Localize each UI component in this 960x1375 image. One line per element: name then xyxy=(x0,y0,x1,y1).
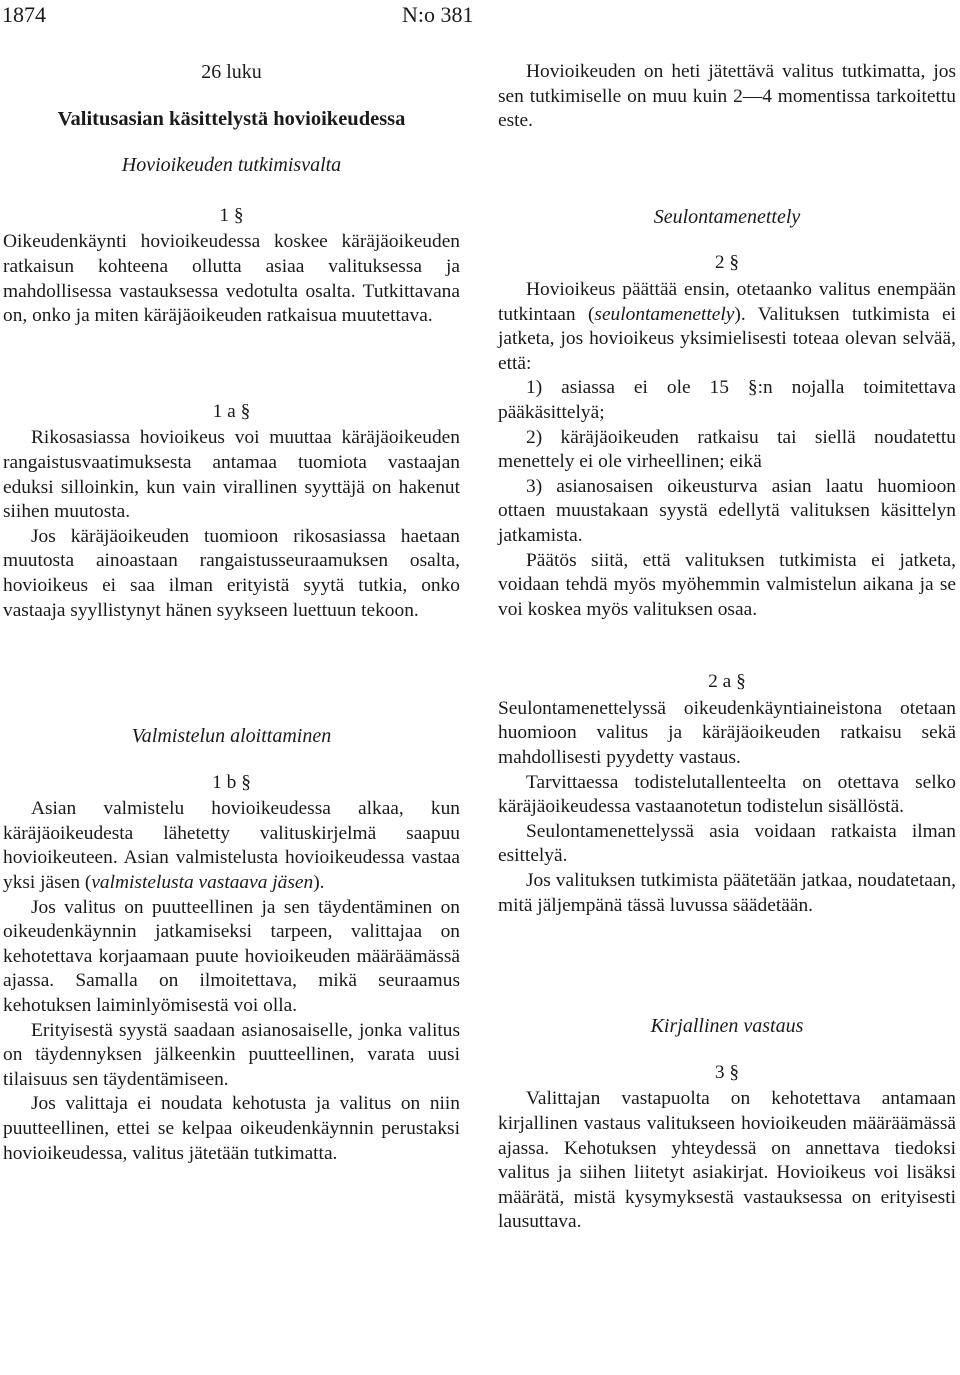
section-1b-paragraph-3: Erityisestä syystä saadaan asianosaiselle, jonka valitus on täydennyksen jälkeenkin puutteellinen, varata uusi tilaisuus sen täydentämiseen. xyxy=(3,1019,460,1090)
document-number: N:o 381 xyxy=(402,2,474,27)
section-1b-paragraph-1 xyxy=(3,797,460,895)
section-2-paragraph-1-term: seulontamenettely xyxy=(594,303,735,325)
section-2-title: 2 § xyxy=(714,252,740,274)
section-1b-paragraph-2: Jos valitus on puutteellinen ja sen täydentäminen on oikeudenkäynnin jatkamiseksi tarpeen, valittajaa on kehotettava korjaamaan puute hovioikeuden määräämässä ajassa. Samalla on ilmoitettava, mikä seuraamus kehotuksen laiminlyömisestä voi olla. xyxy=(3,896,460,1017)
section-1b-paragraph-1-a: Asian valmistelu hovioikeudessa alkaa, kun käräjäoikeudesta lähetetty valituskirjelmä saapuu hovioikeuteen. Asian valmistelusta hovioikeudessa vastaa yksi jäsen ( xyxy=(3,798,460,894)
section-1a-title: 1 a § xyxy=(212,400,251,422)
heading-valmistelu: Valmistelun aloittaminen xyxy=(131,725,332,748)
section-3-title: 3 § xyxy=(714,1061,740,1083)
chapter-number: 26 luku xyxy=(201,61,262,83)
section-1-paragraph: Oikeudenkäynti hovioikeudessa koskee käräjäoikeuden ratkaisun kohteena ollutta asiaa valituksessa ja mahdollisessa vastauksessa vedotulta osalta. Tutkittavana on, onko ja miten käräjäoikeuden ratkaisua muutettava. xyxy=(3,231,460,327)
heading-seulontamenettely: Seulontamenettely xyxy=(653,205,801,228)
heading-tutkimisvalta: Hovioikeuden tutkimisvalta xyxy=(121,154,342,177)
section-2a-paragraph-3: Seulontamenettelyssä asia voidaan ratkaista ilman esittelyä. xyxy=(498,820,956,867)
section-2a-title: 2 a § xyxy=(708,671,746,693)
section-1b-title: 1 b § xyxy=(212,771,251,793)
section-2-paragraph-1 xyxy=(498,278,956,376)
section-2-paragraph-1-b: ). Valituksen tutkimista ei jatketa, jos hovioikeus yksimielisesti toteaa olevan selvää, että: xyxy=(498,303,956,374)
page-number: 1874 xyxy=(2,2,46,27)
section-2-item-2: 2) käräjäoikeuden ratkaisu tai siellä noudatettu menettely ei ole virheellinen; eikä xyxy=(498,426,956,473)
continued-paragraph: Hovioikeuden on heti jätettävä valitus tutkimatta, jos sen tutkimiselle on muu kuin 2—4 momentissa tarkoitettu este. xyxy=(498,61,956,132)
section-1b-paragraph-1-b: ). xyxy=(313,872,325,894)
section-2-item-3: 3) asianosaisen oikeusturva asian laatu huomioon ottaen muustakaan syystä edellytä valituksen käsittelyn jatkamista. xyxy=(498,475,956,546)
section-2-paragraph-2: Päätös siitä, että valituksen tutkimista ei jatketa, voidaan tehdä myös myöhemmin valmistelun aikana ja se voi koskea myös valituksen osaa. xyxy=(498,549,956,620)
left-column xyxy=(3,60,460,1166)
section-2-item-1: 1) asiassa ei ole 15 §:n nojalla toimitettava pääkäsittelyä; xyxy=(498,377,956,423)
section-3-paragraph: Valittajan vastapuolta on kehotettava antamaan kirjallinen vastaus valitukseen hovioikeuden määräämässä ajassa. Kehotuksen yhteydessä on annettava tiedoksi valitus ja siihen liitetyt asiakirjat. Hovioikeus voi lisäksi määrätä, mistä kysymyksestä vastauksessa on erityisesti lausuttava. xyxy=(498,1088,956,1233)
section-1b-paragraph-1-term: valmistelusta vastaava jäsen xyxy=(91,872,314,894)
section-1a-paragraph-1: Rikosasiassa hovioikeus voi muuttaa käräjäoikeuden rangaistusvaatimuksesta antamaa tuomiota vastaajan eduksi silloinkin, kun vain virallinen syyttäjä on hakenut siihen muutosta. xyxy=(3,427,460,523)
section-2a-paragraph-1: Seulontamenettelyssä oikeudenkäyntiaineistona otetaan huomioon valitus ja käräjäoikeuden ratkaisu sekä mahdollisesti pyydetty vastaus. xyxy=(498,697,956,769)
page-header xyxy=(0,2,960,32)
chapter-title: Valitusasian käsittelystä hovioikeudessa xyxy=(57,107,406,130)
heading-kirjallinen-vastaus: Kirjallinen vastaus xyxy=(650,1015,804,1038)
section-2a-paragraph-2: Tarvittaessa todistelutallenteelta on otettava selko käräjäoikeudessa vastaanotetun todistelun sisällöstä. xyxy=(498,771,956,818)
section-2-paragraph-1-a: Hovioikeus päättää ensin, otetaanko valitus enempään tutkintaan ( xyxy=(498,278,956,325)
section-2a-paragraph-4: Jos valituksen tutkimista päätetään jatkaa, noudatetaan, mitä jäljempänä tässä luvussa säädetään. xyxy=(498,870,956,916)
right-column xyxy=(498,60,956,1235)
section-1a-paragraph-2: Jos käräjäoikeuden tuomioon rikosasiassa haetaan muutosta ainoastaan rangaistusseuraamuksen osalta, hovioikeus ei saa ilman erityistä syytä tutkia, onko vastaaja syyllistynyt hänen syykseen luettuun tekoon. xyxy=(3,525,460,621)
section-1b-paragraph-4: Jos valittaja ei noudata kehotusta ja valitus on niin puutteellinen, ettei se kelpaa oikeudenkäynnin perustaksi hovioikeudessa, valitus jätetään tutkimatta. xyxy=(3,1093,460,1164)
section-1-title: 1 § xyxy=(219,204,244,226)
